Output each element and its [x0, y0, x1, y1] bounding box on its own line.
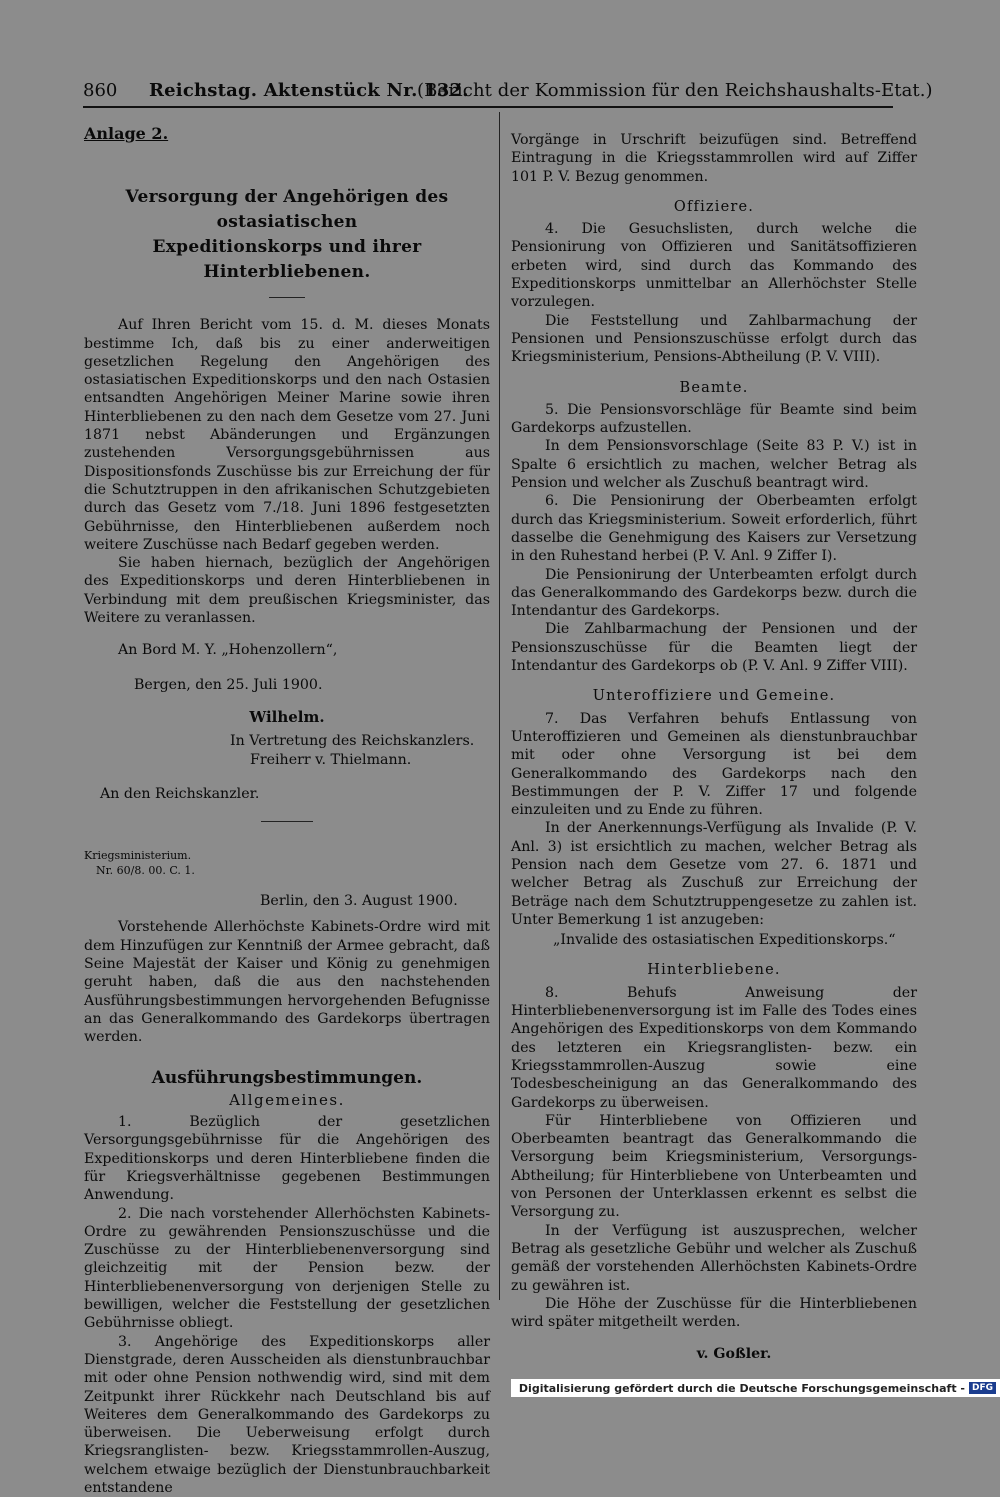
ministry-number: Nr. 60/8. 00. C. 1. — [96, 864, 195, 878]
representation-line-1: In Vertretung des Reichskanzlers. — [230, 733, 475, 750]
right-column — [511, 131, 917, 1387]
title-rule — [269, 297, 305, 298]
item-8b: Für Hinterbliebene von Offizieren und Oberbeamten beantragt das Generalkommando die Versorgung beim Kriegsministerium, Versorgungs-Abtheilung; für Hinterbliebene von Unterbeamten und von Personen der Unterklassen erkennt es selbst die Versorgung zu. — [511, 1112, 917, 1221]
anlage-label: Anlage 2. — [84, 124, 169, 143]
order-paragraph-2: Sie haben hiernach, bezüglich der Angehörigen des Expeditionskorps und deren Hinterbliebenen in Verbindung mit dem preußischen Kriegsminister, das Weitere zu veranlassen. — [84, 555, 490, 627]
item-3: 3. Angehörige des Expeditionskorps aller Dienstgrade, deren Ausscheiden als dienstunbrauchbar mit oder ohne Pension nothwendig wird, sind mit dem Zeitpunkt ihrer Rückkehr nach Deutschland bis auf Weiteres dem Generalkommando des Gardekorps zu überweisen. Die Ueberweisung erfolgt durch Kriegsranglisten- bezw. Kriegsstammrollen-Auszug, welchem etwaige bezüglich der Dienstunbrauchbarkeit entstandene — [84, 1333, 490, 1497]
page-header — [83, 80, 933, 106]
signature-wilhelm: Wilhelm. — [249, 707, 325, 726]
dfg-logo: DFG — [969, 1382, 996, 1394]
signature-gossler: v. Goßler. — [696, 1346, 772, 1363]
title-line-2: Expeditionskorps und ihrer Hinterbliebenen. — [152, 237, 422, 283]
item-8d: Die Höhe der Zuschüsse für die Hinterbliebenen wird später mitgetheilt werden. — [511, 1295, 917, 1331]
ministry-label: Kriegsministerium. — [84, 849, 192, 863]
decree-paragraph: Vorstehende Allerhöchste Kabinets-Ordre wird mit dem Hinzufügen zur Kenntniß der Armee gebracht, daß Seine Majestät der Kaiser und König zu genehmigen geruht haben, daß die aus den nachstehenden Ausführungsbestimmungen hervorgehenden Befugnisse an das Generalkommando des Gardekorps übertragen werden. — [84, 919, 490, 1046]
representation-line-2: Freiherr v. Thielmann. — [250, 751, 412, 768]
item-6b: Die Pensionirung der Unterbeamten erfolgt durch das Generalkommando des Gardekorps bezw. durch die Intendantur des Gardekorps. — [511, 566, 917, 620]
section-beamte: Beamte. — [679, 379, 749, 396]
item-1: 1. Bezüglich der gesetzlichen Versorgungsgebührnisse für die Angehörigen des Expeditionskorps und deren Hinterbliebene finden die für Kriegsverhältnisse gegebenen Bestimmungen Anwendung. — [84, 1114, 490, 1204]
item-2: 2. Die nach vorstehender Allerhöchsten Kabinets-Ordre zu gewährenden Pensionszuschüsse und die Zuschüsse zu der Hinterbliebenenversorgung sind gleichzeitig mit der Pension bezw. der Hinterbliebenenversorgung von derjenigen Stelle zu bewilligen, welcher die Feststellung der gesetzlichen Gebührnisse obliegt. — [84, 1205, 490, 1332]
item-5a: 5. Die Pensionsvorschläge für Beamte sind beim Gardekorps aufzustellen. — [511, 401, 917, 437]
header-subtitle: (Bericht der Kommission für den Reichshaushalts-Etat.) — [417, 80, 933, 101]
item-7a: 7. Das Verfahren behufs Entlassung von Unteroffizieren und Gemeinen als dienstunbrauchbar mit oder ohne Versorgung ist bei dem Generalkommando des Gardekorps nach den Bestimmungen der P. V. Ziffer 17 und folgende einzuleiten und zu Ende zu führen. — [511, 710, 917, 819]
header-rule — [83, 106, 893, 108]
section-heading: Ausführungsbestimmungen. — [151, 1067, 423, 1088]
place-line: An Bord M. Y. „Hohenzollern“, — [118, 642, 338, 659]
berlin-date: Berlin, den 3. August 1900. — [260, 893, 458, 910]
section-unteroffiziere: Unteroffiziere und Gemeine. — [592, 688, 836, 705]
title-line-1: Versorgung der Angehörigen des ostasiatischen — [125, 187, 449, 233]
item-6c: Die Zahlbarmachung der Pensionen und der Pensionszuschüsse für die Beamten liegt der Intendantur des Gardekorps ob (P. V. Anl. 9 Ziffer VIII). — [511, 621, 917, 675]
item-4b: Die Feststellung und Zahlbarmachung der Pensionen und Pensionszuschüsse erfolgt durch das Kriegsministerium, Pensions-Abtheilung (P. V. VIII). — [511, 312, 917, 366]
item-8a: 8. Behufs Anweisung der Hinterbliebenenversorgung ist im Falle des Todes eines Angehörigen des Expeditionskorps von dem Kommando des letzteren ein Kriegsranglisten- bezw. ein Kriegsstammrollen-Auszug sowie eine Todesbescheinigung an das Generalkommando des Gardekorps zu überweisen. — [511, 984, 917, 1111]
header-title: Reichstag. Aktenstück Nr. 132. — [149, 80, 469, 101]
column-divider — [499, 112, 500, 1300]
section-hinterbliebene: Hinterbliebene. — [647, 962, 781, 979]
page-number: 860 — [83, 80, 118, 101]
invalide-quote: „Invalide des ostasiatischen Expeditionskorps.“ — [553, 932, 896, 949]
item-5b: In dem Pensionsvorschlage (Seite 83 P. V.) ist in Spalte 6 ersichtlich zu machen, welcher Betrag als Pension und welcher als Zuschuß beantragt wird. — [511, 438, 917, 492]
date-line: Bergen, den 25. Juli 1900. — [134, 676, 323, 693]
item-3-continued: Vorgänge in Urschrift beizufügen sind. Betreffend Eintragung in die Kriegsstammrollen wird auf Ziffer 101 P. V. Bezug genommen. — [511, 132, 917, 185]
section-subheading: Allgemeines. — [229, 1090, 345, 1109]
item-4a: 4. Die Gesuchslisten, durch welche die Pensionirung von Offizieren und Sanitätsoffizieren erbeten wird, sind durch das Kommando des Expeditionskorps unmittelbar an Allerhöchster Stelle vorzulegen. — [511, 221, 917, 311]
left-column — [84, 125, 490, 1497]
footer-text: Digitalisierung gefördert durch die Deutsche Forschungsgemeinschaft - — [518, 1381, 965, 1395]
digitization-footer — [511, 1379, 1000, 1397]
item-6a: 6. Die Pensionirung der Oberbeamten erfolgt durch das Kriegsministerium. Soweit erforderlich, führt dasselbe die Genehmigung des Kaisers zur Versetzung in den Ruhestand herbei (P. V. Anl. 9 Ziffer I). — [511, 493, 917, 565]
section-rule — [261, 821, 313, 822]
item-7b: In der Anerkennungs-Verfügung als Invalide (P. V. Anl. 3) ist ersichtlich zu machen, welcher Betrag als Pension nach dem Gesetze vom 27. 6. 1871 und welcher Betrag als Zuschuß zur Erreichung der Beträge nach dem Schutztruppengesetze zu zahlen ist. Unter Bemerkung 1 ist anzugeben: — [511, 820, 917, 928]
order-paragraph-1: Auf Ihren Bericht vom 15. d. M. dieses Monats bestimme Ich, daß bis zu einer anderweitigen gesetzlichen Regelung den Angehörigen des ostasiatischen Expeditionskorps und den nach Ostasien entsandten Angehörigen Meiner Marine sowie ihren Hinterbliebenen zu den nach dem Gesetze vom 27. Juni 1871 nebst Abänderungen und Ergänzungen zustehenden Versorgungsgebührnissen aus Dispositionsfonds Zuschüsse bis zur Erreichung der für die Schutztruppen in den afrikanischen Schutzgebieten durch das Gesetz vom 7./18. Juni 1896 festgesetzten Gebührnisse, den Hinterbliebenen außerdem noch weitere Zuschüsse nach Bedarf gegeben werden. — [84, 317, 490, 553]
item-8c: In der Verfügung ist auszusprechen, welcher Betrag als gesetzliche Gebühr und welcher als Zuschuß gemäß der vorstehenden Allerhöchsten Kabinets-Ordre zu gewähren ist. — [511, 1222, 917, 1294]
section-offiziere: Offiziere. — [673, 198, 755, 215]
addressee: An den Reichskanzler. — [100, 785, 260, 802]
